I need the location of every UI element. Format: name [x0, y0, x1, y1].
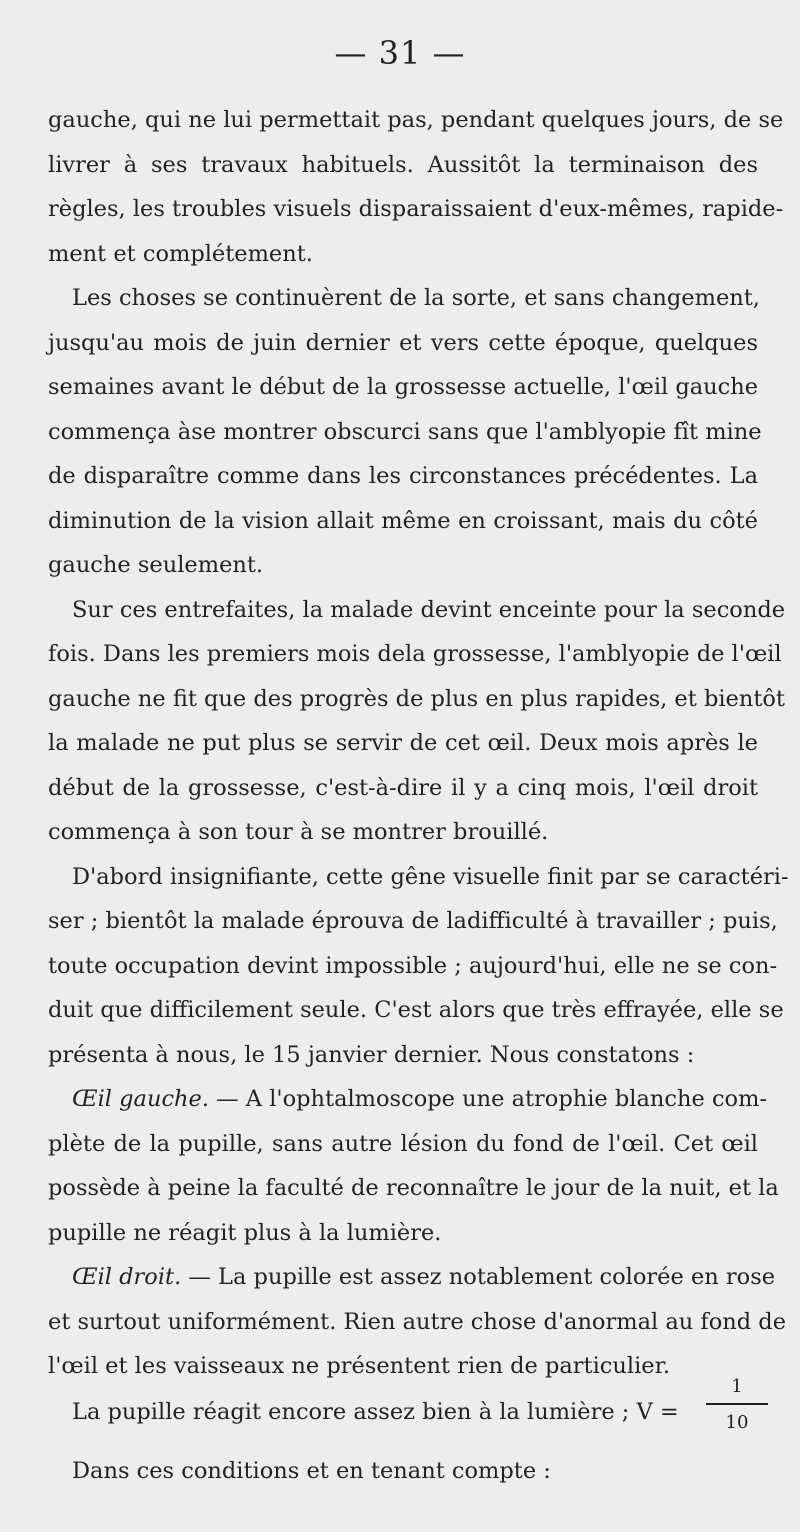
- fraction-numerator: 1: [731, 1376, 743, 1397]
- text-line: [48, 232, 758, 277]
- line-text: toute occupation devint impossible ; aujourd'hui, elle ne se con-: [48, 952, 778, 979]
- line-text: de disparaître comme dans les circonstances précédentes. La: [48, 463, 758, 489]
- text-line: [48, 677, 785, 722]
- line-text: livrer à ses travaux habituels. Aussitôt la terminaison des: [48, 151, 758, 178]
- line-text: duit que difficilement seule. C'est alors que très effrayée, elle se: [48, 997, 784, 1023]
- page-number: — 31 —: [334, 34, 466, 72]
- text-line: [48, 855, 789, 900]
- paragraph: [48, 98, 784, 276]
- text-line: [48, 1211, 758, 1256]
- line-text: début de la grossesse, c'est-à-dire il y a cinq mois, l'œil droit: [48, 774, 758, 801]
- line-text: diminution de la vision allait même en croissant, mais du côté: [48, 507, 758, 534]
- text-line: [48, 899, 778, 944]
- text-line: [48, 499, 758, 544]
- text-line: [48, 632, 782, 677]
- line-text: plète de la pupille, sans autre lésion du fond de l'œil. Cet œil: [48, 1130, 758, 1157]
- paragraph: [48, 1077, 779, 1255]
- line-text: ser ; bientôt la malade éprouva de ladifficulté à travailler ; puis,: [48, 908, 778, 934]
- paragraph: [48, 855, 789, 1078]
- line-text: ment et complétement.: [48, 240, 313, 267]
- text-line: [48, 1033, 758, 1078]
- text-line: [48, 1122, 758, 1167]
- text-line: [48, 454, 758, 499]
- text-line: [48, 766, 758, 811]
- text-line: [48, 98, 784, 143]
- paragraph: [48, 276, 762, 588]
- text-line: [48, 1255, 776, 1300]
- line-text: possède à peine la faculté de reconnaître le jour de la nuit, et la: [48, 1175, 779, 1201]
- line-text: la malade ne put plus se servir de cet œil. Deux mois après le: [48, 730, 758, 756]
- text-line: [48, 410, 762, 455]
- line-text: — A l'ophtalmoscope une atrophie blanche com-: [209, 1086, 768, 1112]
- text-line: [48, 810, 758, 855]
- line-text: gauche seulement.: [48, 552, 264, 578]
- fraction: [706, 1375, 768, 1435]
- line-text: — La pupille est assez notablement colorée en rose: [181, 1264, 776, 1290]
- line-text: gauche ne fit que des progrès de plus en plus rapides, et bientôt: [48, 685, 785, 712]
- line-text: l'œil et les vaisseaux ne présentent rien de particulier.: [48, 1353, 671, 1379]
- italic-heading: Œil droit.: [72, 1264, 182, 1290]
- text-line: [48, 276, 758, 321]
- text-line: [48, 1077, 768, 1122]
- text-line: [48, 1300, 787, 1345]
- formula-text: La pupille réagit encore assez bien à la lumière ; V =: [72, 1399, 679, 1425]
- text-line: [48, 988, 784, 1033]
- paragraph: [48, 1255, 787, 1389]
- text-line: [48, 721, 758, 766]
- line-text: commença àse montrer obscurci sans que l'amblyopie fît mine: [48, 418, 762, 445]
- text-line: [48, 588, 786, 633]
- line-text: commença à son tour à se montrer brouillé.: [48, 819, 549, 845]
- text-line: [48, 143, 758, 188]
- text-line: [48, 543, 758, 588]
- line-text: jusqu'au mois de juin dernier et vers cette époque, quelques: [48, 329, 758, 356]
- line-text: règles, les troubles visuels disparaissaient d'eux-mêmes, rapide-: [48, 196, 784, 222]
- fraction-denominator: 10: [725, 1412, 749, 1433]
- text-line: [48, 321, 758, 366]
- line-text: présenta à nous, le 15 janvier dernier. Nous constatons :: [48, 1041, 695, 1068]
- paragraph: [48, 588, 786, 855]
- text-line: [48, 187, 784, 232]
- line-text: Sur ces entrefaites, la malade devint enceinte pour la seconde: [72, 596, 786, 623]
- text-line: [48, 1166, 779, 1211]
- line-text: D'abord insignifiante, cette gêne visuelle finit par se caractéri-: [72, 863, 789, 890]
- line-text: semaines avant le début de la grossesse actuelle, l'œil gauche: [48, 374, 759, 400]
- line-text: gauche, qui ne lui permettait pas, pendant quelques jours, de se: [48, 107, 784, 133]
- final-line: Dans ces conditions et en tenant compte :: [72, 1458, 551, 1484]
- text-line: [48, 365, 758, 410]
- line-text: fois. Dans les premiers mois dela grossesse, l'amblyopie de l'œil: [48, 641, 782, 667]
- body-text: [48, 98, 789, 1389]
- fraction-bar: [706, 1403, 768, 1405]
- text-line: [48, 1344, 758, 1389]
- line-text: pupille ne réagit plus à la lumière.: [48, 1219, 442, 1246]
- line-text: Les choses se continuèrent de la sorte, et sans changement,: [72, 285, 760, 311]
- text-line: [48, 944, 778, 989]
- italic-heading: Œil gauche.: [72, 1086, 209, 1112]
- line-text: et surtout uniformément. Rien autre chose d'anormal au fond de: [48, 1308, 787, 1335]
- formula-line: [72, 1376, 749, 1441]
